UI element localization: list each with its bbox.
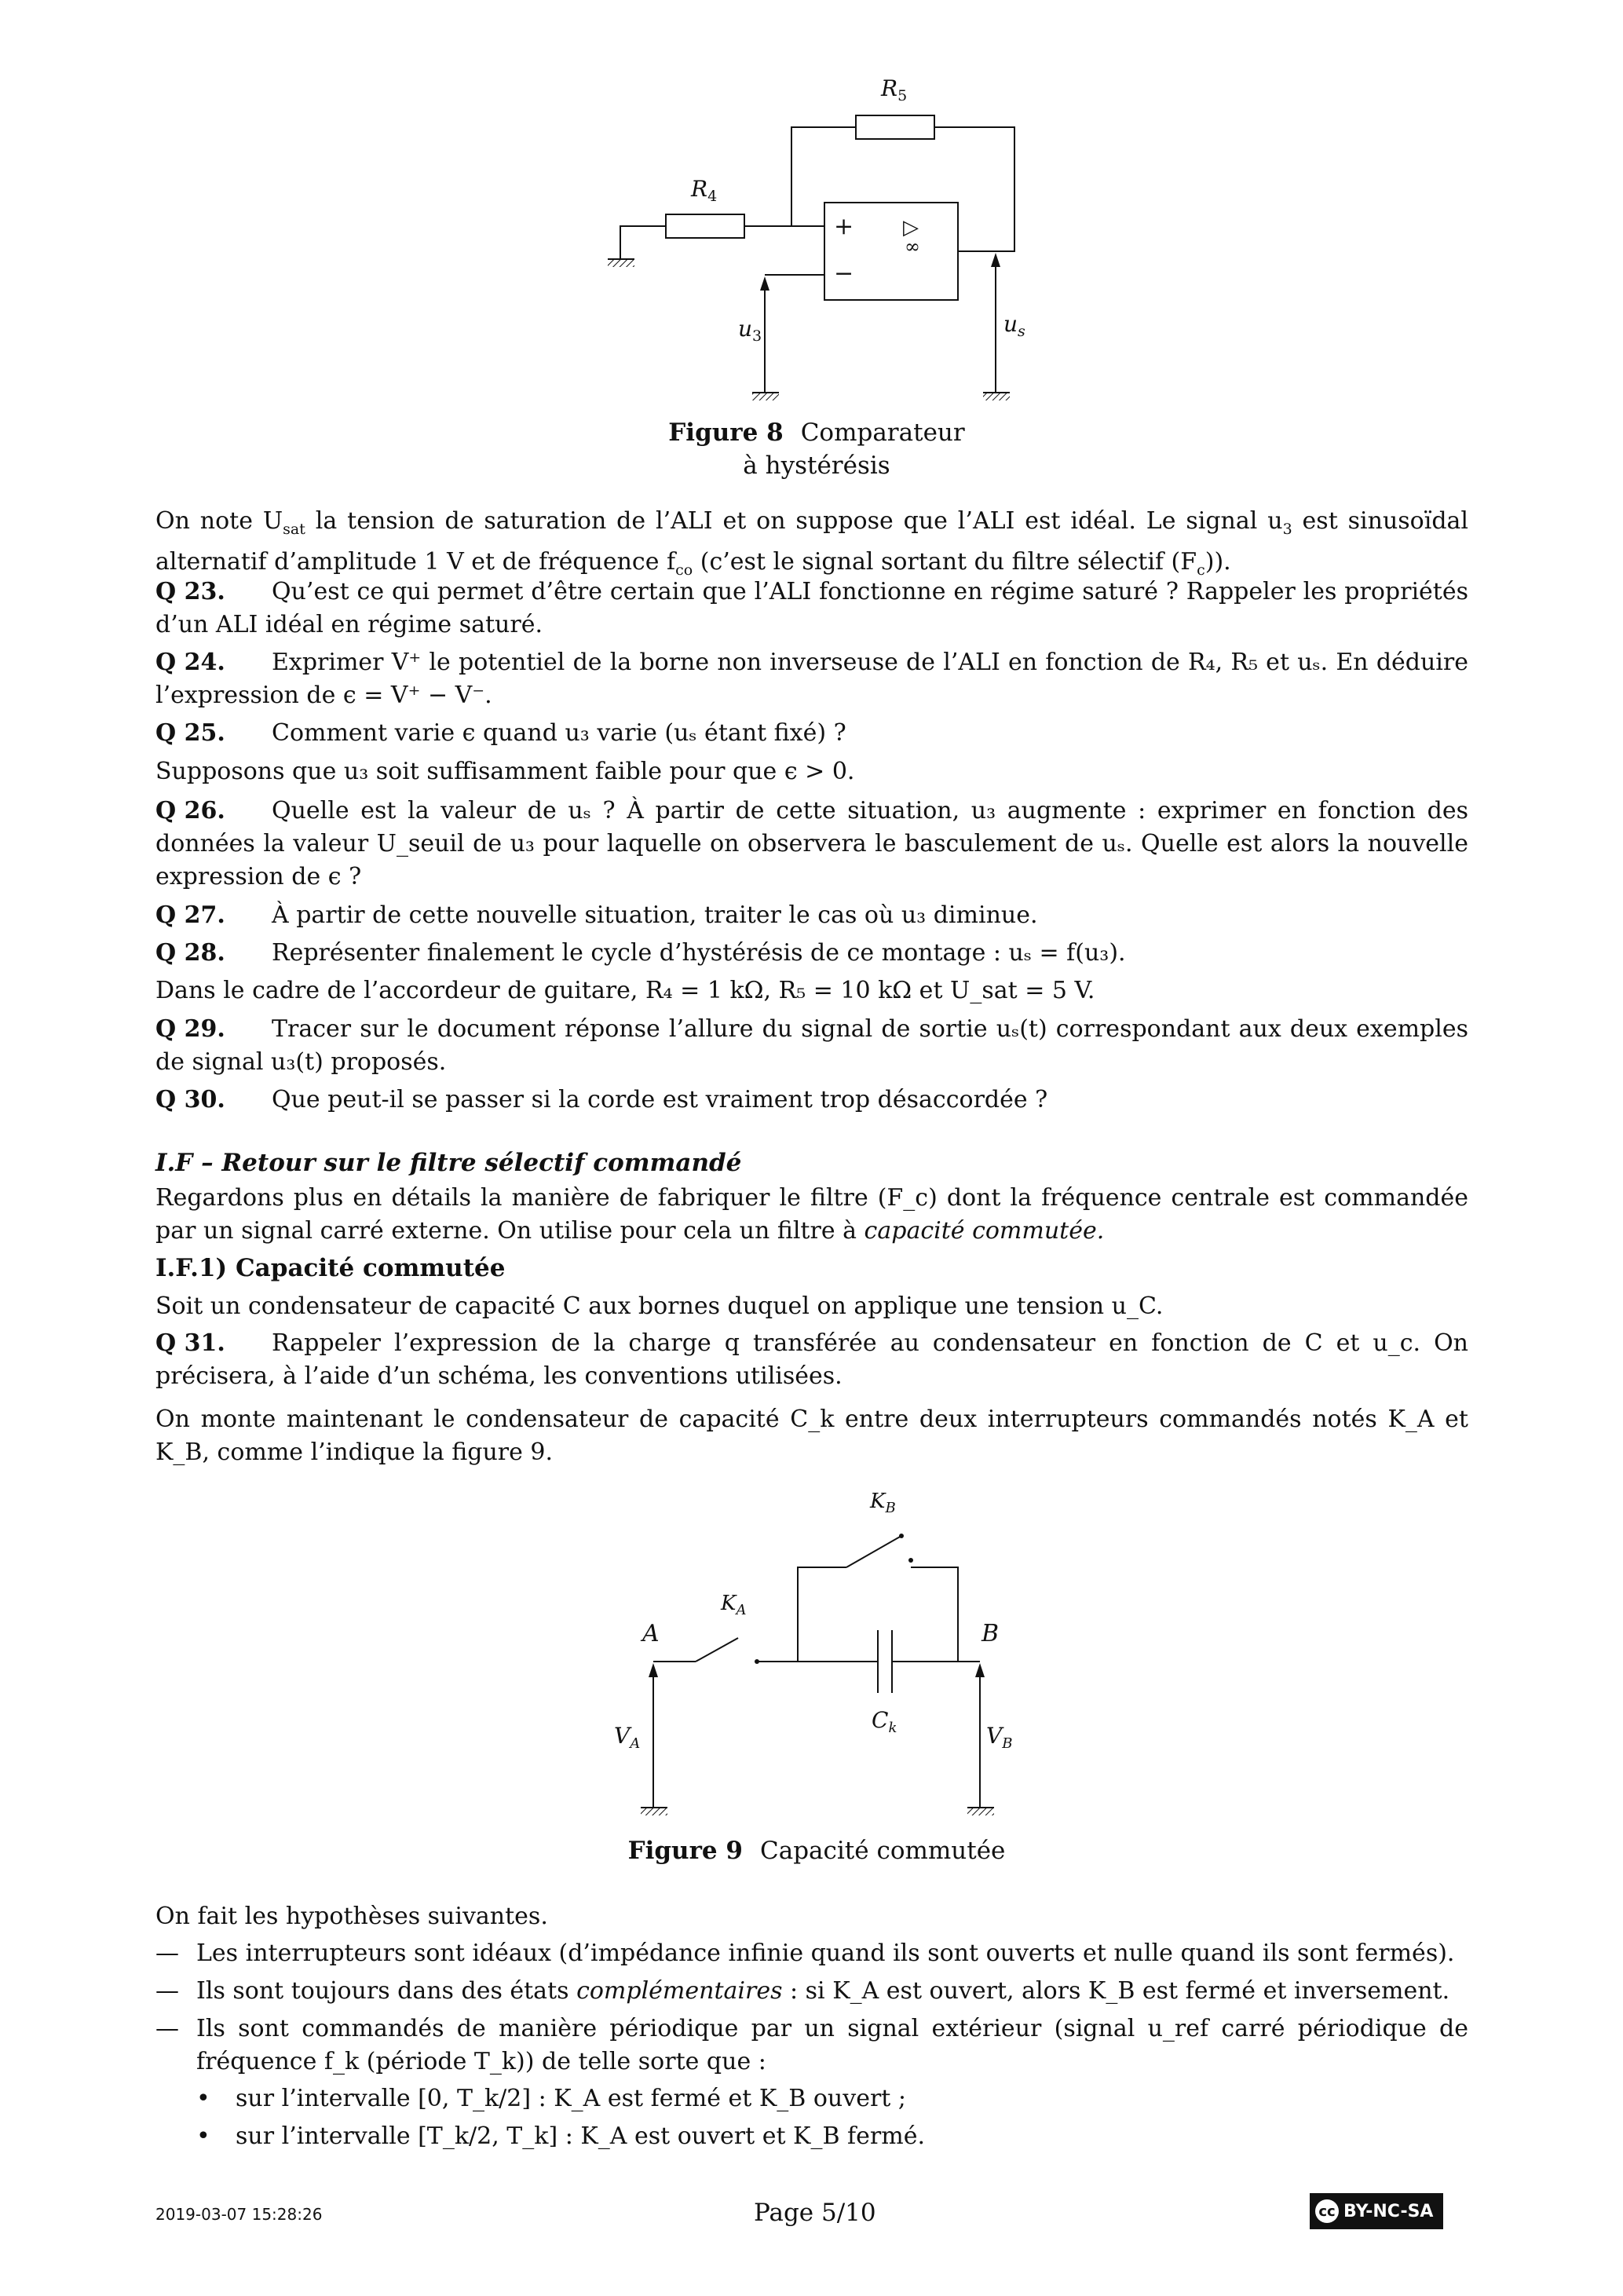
question-30-text: Que peut-il se passer si la corde est vraiment trop désaccordée ? — [272, 1086, 1048, 1113]
arrow-us — [991, 253, 1000, 267]
figure-9-circuit — [597, 1484, 1036, 1830]
ground-left — [608, 259, 634, 267]
figure-9-title: Capacité commutée — [760, 1837, 1006, 1865]
opamp-triangle: ▷ — [903, 216, 919, 239]
section-if-title: I.F – Retour sur le filtre sélectif commandé — [155, 1149, 742, 1177]
label-node-a: A — [642, 1620, 660, 1647]
ground-va — [641, 1808, 667, 1815]
figure-9-number: Figure 9 — [627, 1837, 743, 1865]
ground-vb — [967, 1808, 994, 1815]
subsection-if1-title: I.F.1) Capacité commutée — [155, 1254, 506, 1282]
label-ck: $C_k$ — [872, 1707, 897, 1736]
label-u3: $u_3$ — [738, 316, 762, 345]
figure-8-title-2: à hystérésis — [743, 452, 890, 480]
question-29 — [155, 1013, 1468, 1079]
ka-switch-blade — [696, 1638, 738, 1662]
question-28-number: Q 28. — [155, 939, 225, 967]
opamp-minus: − — [834, 260, 854, 287]
label-node-b: B — [981, 1620, 1000, 1647]
label-vb: $V_B$ — [986, 1723, 1013, 1752]
question-26 — [155, 795, 1468, 894]
question-31-number: Q 31. — [155, 1329, 225, 1357]
figure-8-number: Figure 8 — [668, 419, 784, 447]
arrow-u3 — [760, 276, 769, 291]
question-24 — [155, 646, 1468, 712]
label-r4: $R_4$ — [691, 176, 718, 205]
hypothesis-bullet-2: • sur l’intervalle [T_k/2, T_k] : K_A est ouvert et K_B fermé. — [196, 2122, 925, 2150]
question-27-number: Q 27. — [155, 901, 225, 929]
question-24-text: Exprimer V⁺ le potentiel de la borne non inverseuse de l’ALI en fonction de R₄, R₅ et uₛ. En déduire l’expression de ϵ = V⁺ − V⁻. — [155, 649, 1468, 709]
opamp-infinity: ∞ — [905, 236, 920, 258]
label-r5: $R_5$ — [881, 75, 908, 104]
figure-8-circuit — [597, 63, 1036, 424]
question-26-number: Q 26. — [155, 797, 225, 824]
kb-loop-right — [911, 1567, 958, 1662]
section-if-paragraph-3: On monte maintenant le condensateur de capacité C_k entre deux interrupteurs commandés notés K_A et K_B, comme l’indique la figure 9. — [155, 1406, 1468, 1466]
arrow-va — [649, 1663, 658, 1677]
resistor-r4 — [666, 214, 744, 238]
question-23-text: Qu’est ce qui permet d’être certain que l’ALI fonctionne en régime saturé ? Rappeler les propriétés d’un ALI idéal en régime saturé. — [155, 578, 1468, 638]
question-25 — [155, 717, 1468, 750]
section-if-paragraph-1: Regardons plus en détails la manière de fabriquer le filtre (F_c) dont la fréquence centrale est commandée par un signal carré externe. On utilise pour cela un filtre à capacité commutée. — [155, 1184, 1468, 1245]
question-23 — [155, 576, 1468, 642]
hypotheses-intro: On fait les hypothèses suivantes. — [155, 1903, 548, 1930]
ground-u3 — [752, 393, 779, 400]
page: + − ▷ ∞ $R_5$ $R_4$ $u_3$ $u_s$ Figure 8 Comparateur à hystérésis On note $U_{sat}$ la tension de saturation de l’ALI et on suppose que l’ALI est idéal. Le signal $u_3$ est sinusoïdal alternatif d’amplitude 1 V et de fréquence $f_{co}$ (c’est le signal sortant du filtre sélectif $(F_c)$). Q 23. Qu’est ce qui permet d’être certain que l’ALI fonctionne en régime saturé ? Rappeler les propriétés d’un ALI idéal en régime saturé. Q 24. Exprimer V⁺ le potentiel de la borne non inverseuse de l’ALI en fonction de R₄, R₅ et uₛ. En déduire l’expression de ϵ = V⁺ − V⁻. Q 25. Comment varie ϵ quand u₃ varie (uₛ étant fixé) ? Supposons que u₃ soit suffisamment faible pour que ϵ > 0. Q 26. Quelle est la valeur de uₛ ? À partir de cette situation, u₃ augmente : exprimer en fonction des données la valeur U_seuil de u₃ pour laquelle on observera le basculement de uₛ. Quelle est alors la nouvelle expression de ϵ ? Q 27. À partir de cette nouvelle situation, traiter le cas où u₃ diminue. Q 28. Représenter finalement le cycle d’hystérésis de ce montage : uₛ = f(u₃). Dans le cadre de l’accordeur de guitare, R₄ = 1 kΩ, R₅ = 10 kΩ et U_sat = 5 V. Q 29. Tracer sur le document réponse l’allure du signal de sortie uₛ(t) correspondant aux deux exemples de signal u₃(t) proposés. Q 30. Que peut-il se passer si la corde est vraiment trop désaccordée ? I.F – Retour sur le filtre sélectif commandé Regardons plus en détails la manière de fabriquer le filtre (F_c) dont la fréquence centrale est commandée par un signal carré externe. On utilise pour cela un filtre à capacité commutée. I.F.1) Capacité commutée Soit un condensateur de capacité C aux bornes duquel on applique une tension u_C. Q 31. Rappeler l’expression de la charge q transférée au condensateur en fonction de C et u_c. On précisera, à l’aide d’un schéma, les conventions utilisées. On monte maintenant le condensateur de capacité C_k entre deux interrupteurs commandés notés K_A et K_B, comme l’indique la figure 9. $K_B$ $K_A$ $C_k$ A B $V_A$ $V_B$ Figure 9 Capacité commutée On fait les hypothèses suivantes. — Les interrupteurs sont idéaux (d’impédance infinie quand ils sont ouverts et nulle quand ils sont fermés). — Ils sont toujours dans des états complémentaires : si K_A est ouvert, alors K_B est fermé et inversement. — Ils sont commandés de manière périodique par un signal extérieur (signal u_ref carré périodique de fréquence f_k (période T_k)) de telle sorte que : • sur l’intervalle [0, T_k/2] : K_A est fermé et K_B ouvert ; • sur l’intervalle [T_k/2, T_k] : K_A est ouvert et K_B fermé. 2019-03-07 15:28:26 Page 5/10 cc BY-NC-SA — [0, 0, 1623, 2296]
question-27-text: À partir de cette nouvelle situation, traiter le cas où u₃ diminue. — [272, 901, 1038, 929]
hypothesis-bullet-1: • sur l’intervalle [0, T_k/2] : K_A est fermé et K_B ouvert ; — [196, 2085, 906, 2112]
figure-9-caption — [597, 1834, 1036, 1867]
arrow-vb — [975, 1663, 985, 1677]
question-25-number: Q 25. — [155, 719, 225, 747]
question-31 — [155, 1327, 1468, 1393]
ground-us — [983, 393, 1010, 400]
label-ka: $K_A$ — [721, 1592, 747, 1618]
license-badge — [1310, 2193, 1443, 2229]
cc-logo-icon: cc — [1315, 2199, 1339, 2223]
kb-switch-blade — [846, 1536, 901, 1567]
label-kb: $K_B$ — [870, 1490, 896, 1516]
question-29-text: Tracer sur le document réponse l’allure du signal de sortie uₛ(t) correspondant aux deux exemples de signal u₃(t) proposés. — [155, 1015, 1468, 1076]
question-25-text: Comment varie ϵ quand u₃ varie (uₛ étant fixé) ? — [272, 719, 846, 747]
question-29-number: Q 29. — [155, 1015, 225, 1043]
kb-loop-left — [798, 1567, 846, 1662]
label-va: $V_A$ — [614, 1723, 641, 1752]
footer-page-number: Page 5/10 — [754, 2199, 876, 2227]
question-31-text: Rappeler l’expression de la charge q transférée au condensateur en fonction de C et u_c. On précisera, à l’aide d’un schéma, les conventions utilisées. — [155, 1329, 1468, 1390]
opamp-plus: + — [834, 213, 854, 240]
section-if-paragraph-2: Soit un condensateur de capacité C aux bornes duquel on applique une tension u_C. — [155, 1292, 1164, 1320]
question-28 — [155, 937, 1468, 970]
question-28-text: Représenter finalement le cycle d’hystérésis de ce montage : uₛ = f(u₃). — [272, 939, 1126, 967]
question-24-number: Q 24. — [155, 649, 225, 676]
footer-timestamp: 2019-03-07 15:28:26 — [155, 2205, 323, 2224]
resistor-r5 — [856, 115, 934, 139]
question-23-number: Q 23. — [155, 578, 225, 605]
question-30-number: Q 30. — [155, 1086, 225, 1113]
question-27 — [155, 899, 1468, 932]
figure-8-caption — [597, 416, 1036, 482]
paragraph-cadre: Dans le cadre de l’accordeur de guitare, R₄ = 1 kΩ, R₅ = 10 kΩ et U_sat = 5 V. — [155, 977, 1095, 1004]
question-30 — [155, 1084, 1468, 1117]
label-us: $u_s$ — [1003, 311, 1025, 340]
paragraph-suppose: Supposons que u₃ soit suffisamment faible pour que ϵ > 0. — [155, 758, 855, 785]
figure-8-title-1: Comparateur — [800, 419, 965, 447]
question-26-text: Quelle est la valeur de uₛ ? À partir de cette situation, u₃ augmente : exprimer en fonction des données la valeur U_seuil de u₃ pour laquelle on observera le basculement de uₛ. Quelle est alors la nouvelle expression de ϵ ? — [155, 797, 1468, 890]
intro-paragraph: On note $U_{sat}$ la tension de saturation de l’ALI et on suppose que l’ALI est idéal. Le signal $u_3$ est sinusoïdal alternatif d’amplitude 1 V et de fréquence $f_{co}$ (c’est le signal sortant du filtre sélectif $(F_c)$). — [155, 507, 1468, 579]
license-label: BY-NC-SA — [1343, 2201, 1434, 2221]
